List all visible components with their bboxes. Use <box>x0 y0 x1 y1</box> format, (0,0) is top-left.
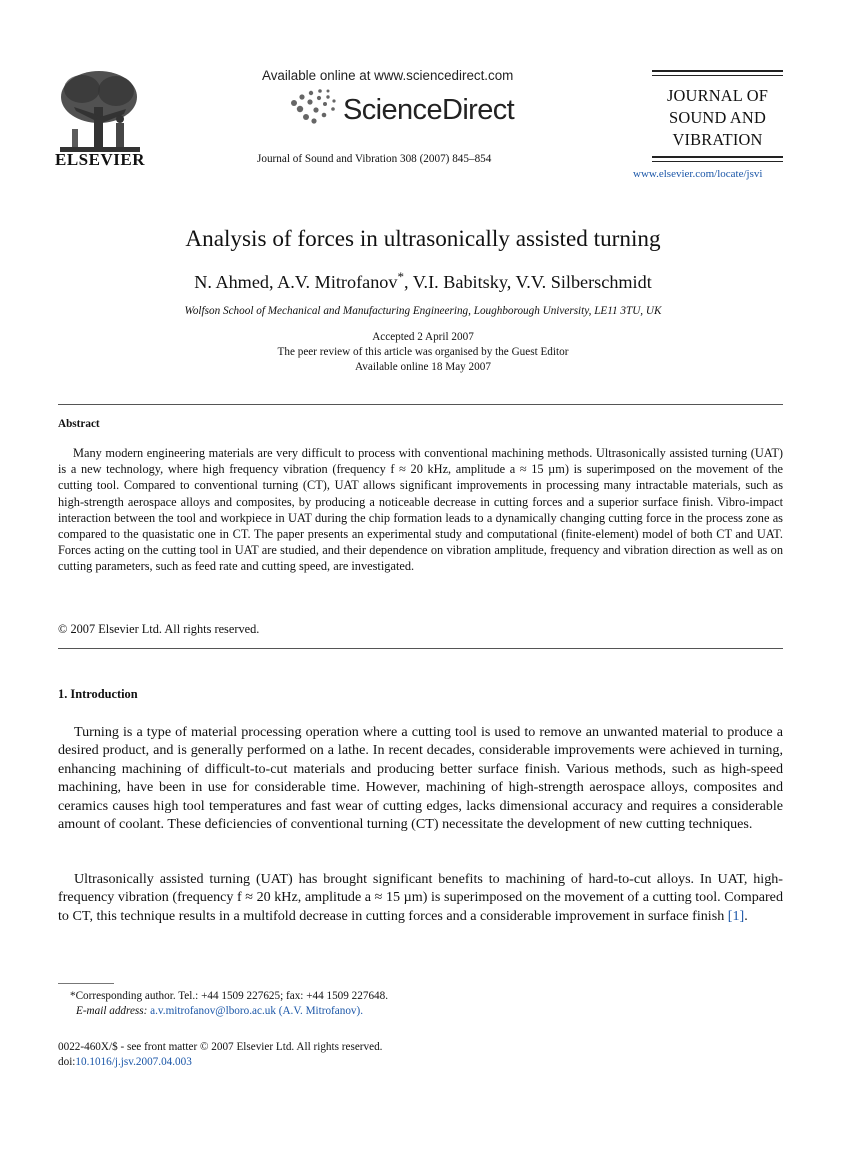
peer-review-note: The peer review of this article was organised by the Guest Editor <box>277 346 569 358</box>
journal-url-link[interactable]: www.elsevier.com/locate/jsvi <box>633 168 763 180</box>
sciencedirect-dots-icon <box>284 87 342 127</box>
journal-title-line-1: JOURNAL OF <box>666 86 769 105</box>
corresponding-author-marker[interactable]: * <box>397 269 404 284</box>
author-list <box>0 269 846 293</box>
elsevier-wordmark: ELSEVIER <box>55 150 145 169</box>
section-heading-introduction: 1. Introduction <box>58 687 138 701</box>
accepted-date: Accepted 2 April 2007 <box>372 331 474 343</box>
journal-title-line-3: VIBRATION <box>672 130 763 149</box>
intro-paragraph-2 <box>58 870 783 925</box>
affiliation: Wolfson School of Mechanical and Manufacturing Engineering, Loughborough University, LE11 3TU, UK <box>184 305 662 317</box>
journal-title-box <box>652 85 783 151</box>
abstract-top-rule <box>58 404 783 405</box>
sciencedirect-wordmark: ScienceDirect <box>343 94 515 126</box>
article-dates <box>0 330 846 375</box>
available-online-date: Available online 18 May 2007 <box>355 361 491 373</box>
abstract-bottom-rule <box>58 648 783 649</box>
corresponding-author-footnote: *Corresponding author. Tel.: +44 1509 227625; fax: +44 1509 227648. <box>70 990 389 1002</box>
email-footnote <box>76 1005 363 1017</box>
authors-rest: , V.I. Babitsky, V.V. Silberschmidt <box>404 272 652 293</box>
issn-line: 0022-460X/$ - see front matter © 2007 Elsevier Ltd. All rights reserved. <box>58 1041 383 1053</box>
journal-citation: Journal of Sound and Vibration 308 (2007) 845–854 <box>257 153 492 165</box>
article-title: Analysis of forces in ultrasonically assisted turning <box>185 226 661 252</box>
footnote-rule <box>58 983 114 984</box>
journal-box-top-rule <box>652 70 783 76</box>
intro-paragraph-2-end: . <box>744 907 748 924</box>
abstract-heading: Abstract <box>58 418 100 430</box>
doi-label: doi: <box>58 1056 76 1068</box>
journal-box-bottom-rule <box>652 156 783 162</box>
intro-paragraph-2-text: Ultrasonically assisted turning (UAT) has brought significant benefits to machining of hard-to-cut alloys. In UAT, high-frequency vibration (frequency f ≈ 20 kHz, amplitude a ≈ 15 µm) is superimposed on the movement of a cutting tool. Compared to CT, this technique results in a multifold decrease in cutting forces and a considerable improvement in surface finish <box>58 871 783 924</box>
available-online-text: Available online at www.sciencedirect.com <box>262 68 514 83</box>
email-link[interactable]: a.v.mitrofanov@lboro.ac.uk (A.V. Mitrofanov). <box>150 1005 364 1017</box>
authors-first: N. Ahmed, A.V. Mitrofanov <box>194 272 398 293</box>
abstract-copyright: © 2007 Elsevier Ltd. All rights reserved. <box>58 622 260 636</box>
intro-paragraph-1: Turning is a type of material processing operation where a cutting tool is used to remove an unwanted material to produce a desired product, and is generally performed on a lathe. In recent decades, considerable improvements were achieved in turning, enhancing machining of difficult-to-cut materials and producing better surface finish. Various methods, such as high-speed machining, have been in use for considerable time. However, machining of high-strength aerospace alloys, composites and ceramics causes high tool temperatures and fast wear of cutting edges, lacks dimensional accuracy and requires a considerable amount of coolant. These deficiencies of conventional turning (CT) necessitate the development of new cutting techniques. <box>58 724 783 833</box>
journal-title-line-2: SOUND AND <box>669 108 766 127</box>
abstract-text: Many modern engineering materials are very difficult to process with conventional machining methods. Ultrasonically assisted turning (UAT) is a new technology, where high frequency vibration (frequency f ≈ 20 kHz, amplitude a ≈ 15 µm) is superimposed on the movement of the cutting tool. Compared to conventional turning (CT), UAT allows significant improvements in processing many intractable materials, such as high-strength aerospace alloys and composites, by producing a noticeable decrease in cutting forces and a superior surface finish. Vibro-impact interaction between the tool and workpiece in UAT during the chip formation leads to a dynamically changing cutting force in the process zone as compared to the quasistatic one in CT. The paper presents an experimental study and computational (finite-element) model of both CT and UAT. Forces acting on the cutting tool in UAT are studied, and their dependence on vibration amplitude, frequency and vibration direction as well as on cutting parameters, such as feed rate and cutting speed, are investigated. <box>58 446 783 574</box>
citation-link[interactable]: [1] <box>727 907 745 924</box>
email-label: E-mail address: <box>76 1005 148 1017</box>
doi-link[interactable]: 10.1016/j.jsv.2007.04.003 <box>75 1056 192 1068</box>
doi-line <box>58 1056 192 1068</box>
